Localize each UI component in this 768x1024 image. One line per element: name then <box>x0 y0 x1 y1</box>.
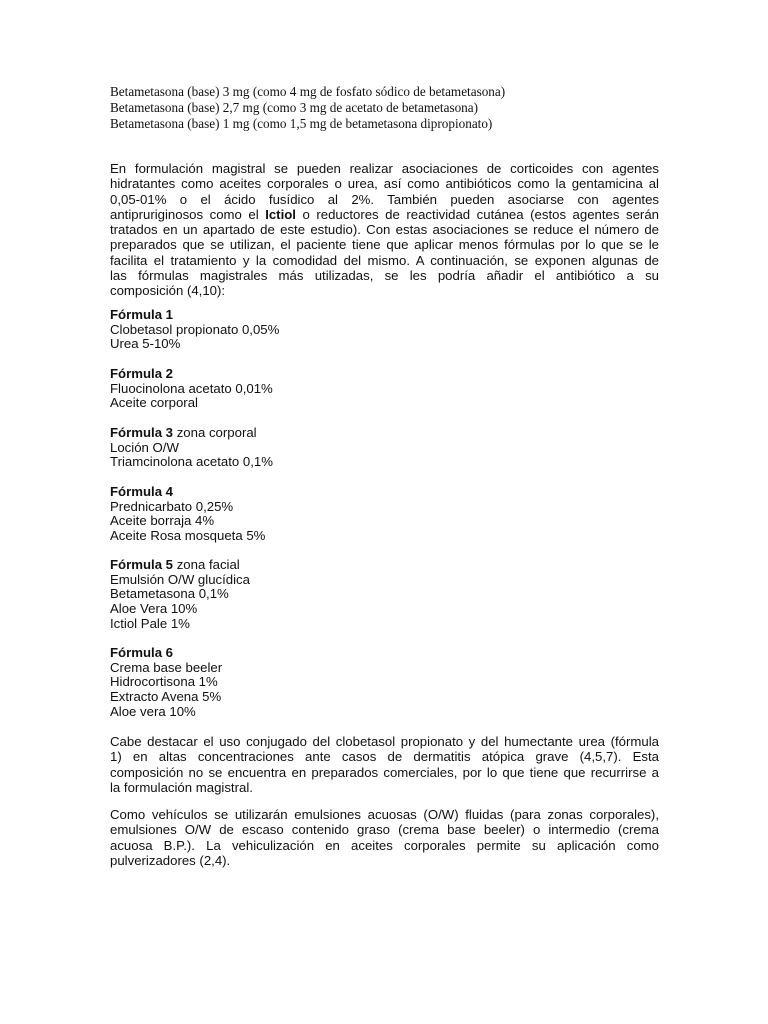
formula-item: Clobetasol propionato 0,05% <box>110 321 280 337</box>
formula-item: Hidrocortisona 1% <box>110 674 218 690</box>
formula-item: Aceite borraja 4% <box>110 513 215 529</box>
intro-line: preparados que se utilizan, el paciente tiene que aplicar menos fórmulas por lo que se le <box>110 237 659 253</box>
formula-3 <box>110 426 510 470</box>
intro-text: o reductores de reactividad cutánea (estos agentes serán <box>295 206 659 222</box>
formula-title: Fórmula 2 <box>110 366 174 381</box>
formula-item: Triamcinolona acetato 0,1% <box>110 454 273 470</box>
formula-item: Emulsión O/W glucídica <box>110 571 250 587</box>
formula-note: zona corporal <box>173 425 257 440</box>
intro-paragraph <box>110 161 659 299</box>
formula-item: Aloe vera 10% <box>110 703 196 719</box>
dosage-line-3: Betametasona (base) 1 mg (como 1,5 mg de betametasona dipropionato) <box>110 116 493 131</box>
closing-paragraph-2 <box>110 807 659 868</box>
dosage-list <box>110 84 670 132</box>
intro-text: antipruriginosos como el <box>110 206 266 222</box>
para-line: emulsiones O/W de escaso contenido graso (crema base beeler) o intermedio (crema <box>110 822 659 838</box>
para-line: Cabe destacar el uso conjugado del clobetasol propionato y del humectante urea (fórmula <box>110 734 659 749</box>
formula-1 <box>110 308 510 352</box>
formula-item: Prednicarbato 0,25% <box>110 498 234 514</box>
para-line: 1) en altas concentraciones ante casos de dermatitis atópica grave (4,5,7). Esta <box>110 749 659 765</box>
intro-line-ictiol <box>110 207 659 222</box>
para-line: pulverizadores (2,4). <box>110 852 231 868</box>
intro-line: las fórmulas magistrales más utilizadas, se les podría añadir el antibiótico a su <box>110 268 659 284</box>
formula-item: Urea 5-10% <box>110 336 181 352</box>
ictiol-bold: Ictiol <box>265 206 296 222</box>
intro-line: En formulación magistral se pueden realizar asociaciones de corticoides con agentes <box>110 161 659 176</box>
intro-line: tratados en un apartado de este estudio). Con estas asociaciones se reduce el número de <box>110 222 659 238</box>
formula-item: Betametasona 0,1% <box>110 586 229 602</box>
formula-6 <box>110 646 510 720</box>
formula-4 <box>110 485 510 544</box>
formula-item: Aceite corporal <box>110 395 198 411</box>
formula-title: Fórmula 1 <box>110 307 174 322</box>
para-line: acuosa B.P.). La vehiculización en aceites corporales permite su aplicación como <box>110 837 659 853</box>
formula-item: Extracto Avena 5% <box>110 689 222 705</box>
closing-paragraph-1 <box>110 734 659 795</box>
formula-title: Fórmula 3 <box>110 425 174 440</box>
intro-line: facilita el tratamiento y la comodidad del mismo. A continuación, se exponen algunas de <box>110 252 659 268</box>
formula-title: Fórmula 6 <box>110 645 174 660</box>
formula-note: zona facial <box>173 557 240 572</box>
formula-item: Aceite Rosa mosqueta 5% <box>110 528 266 544</box>
dosage-line-2: Betametasona (base) 2,7 mg (como 3 mg de acetato de betametasona) <box>110 100 479 115</box>
formula-item: Fluocinolona acetato 0,01% <box>110 380 273 396</box>
para-line: Como vehículos se utilizarán emulsiones acuosas (O/W) fluidas (para zonas corporales), <box>110 807 659 822</box>
para-line: la formulación magistral. <box>110 779 253 795</box>
formula-2 <box>110 367 510 411</box>
formula-item: Ictiol Pale 1% <box>110 615 190 631</box>
intro-line: composición (4,10): <box>110 283 226 299</box>
intro-line: hidratantes como aceites corporales o urea, así como antibióticos como la gentamicina al <box>110 176 659 192</box>
formula-item: Loción O/W <box>110 439 179 455</box>
formula-5 <box>110 558 510 632</box>
formula-title: Fórmula 5 <box>110 557 174 572</box>
formula-title: Fórmula 4 <box>110 484 174 499</box>
para-line: composición no se encuentra en preparados comerciales, por lo que tiene que recurrirse a <box>110 764 659 780</box>
intro-line: 0,05-01% o el ácido fusídico al 2%. También pueden asociarse con agentes <box>110 191 659 207</box>
dosage-line-1: Betametasona (base) 3 mg (como 4 mg de fosfato sódico de betametasona) <box>110 84 506 99</box>
formula-item: Aloe Vera 10% <box>110 601 198 617</box>
formula-item: Crema base beeler <box>110 659 223 675</box>
